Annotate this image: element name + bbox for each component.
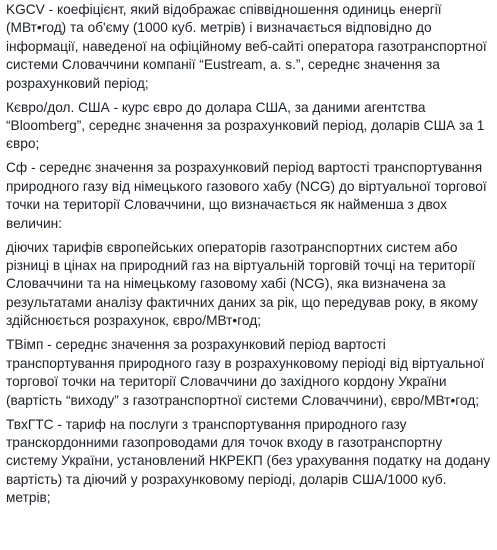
paragraph-tvimp [6,336,491,410]
paragraph-text: KGCV - коефіцієнт, який відображає співвідношення одиниць енергії (МВт•год) та об'єму (1000 куб. метрів) і визначається відповідно до інформації, наведеної на офіційному веб-сайті оператора газотранспортної системи Словаччини компанії “Eustream, a. s.”, середнє значення за розрахунковий період; [6,2,487,91]
paragraph-text: ТвхГТС - тариф на послуги з транспортування природного газу транскордонними газопроводами для точок входу в газотранспортну систему України, установлений НКРЕКП (без урахування податку на додану вартість) та діючий у розрахунковому періоді, доларів США/1000 куб. метрів; [6,416,491,506]
paragraph-tariffs [6,239,491,331]
paragraph-text: діючих тарифів європейських операторів газотранспортних систем або різниці в цінах на природний газ на віртуальній торговій точці на території Словаччини та на німецькому газовому хабі (NCG), яка визначена за результатами аналізу фактичних даних за рік, що передував року, в якому здійснюється розрахунок, євро/МВт•год; [6,239,478,329]
paragraph-text: Сф - середнє значення за розрахунковий період вартості транспортування природного газу від німецького газового хабу (NCG) до віртуальної торгової точки на території Словаччини, що визначається як найменша з двох величин: [6,160,487,231]
paragraph-kgcv [6,1,491,93]
paragraph-k-euro-usd [6,99,491,154]
paragraph-sf [6,159,491,233]
paragraph-text: Кєвро/дол. США - курс євро до долара США, за даними агентства “Bloomberg”, середнє значення за розрахунковий період, доларів США за 1 євро; [6,99,485,152]
paragraph-tvhgts [6,416,491,508]
paragraph-text: ТВімп - середнє значення за розрахунковий період вартості транспортування природного газу в розрахунковому періоді від віртуальної торгової точки на території Словаччини до західного кордону України (вартість “виходу” з газотранспортної системи Словаччини), євро/МВт•год; [6,337,485,408]
